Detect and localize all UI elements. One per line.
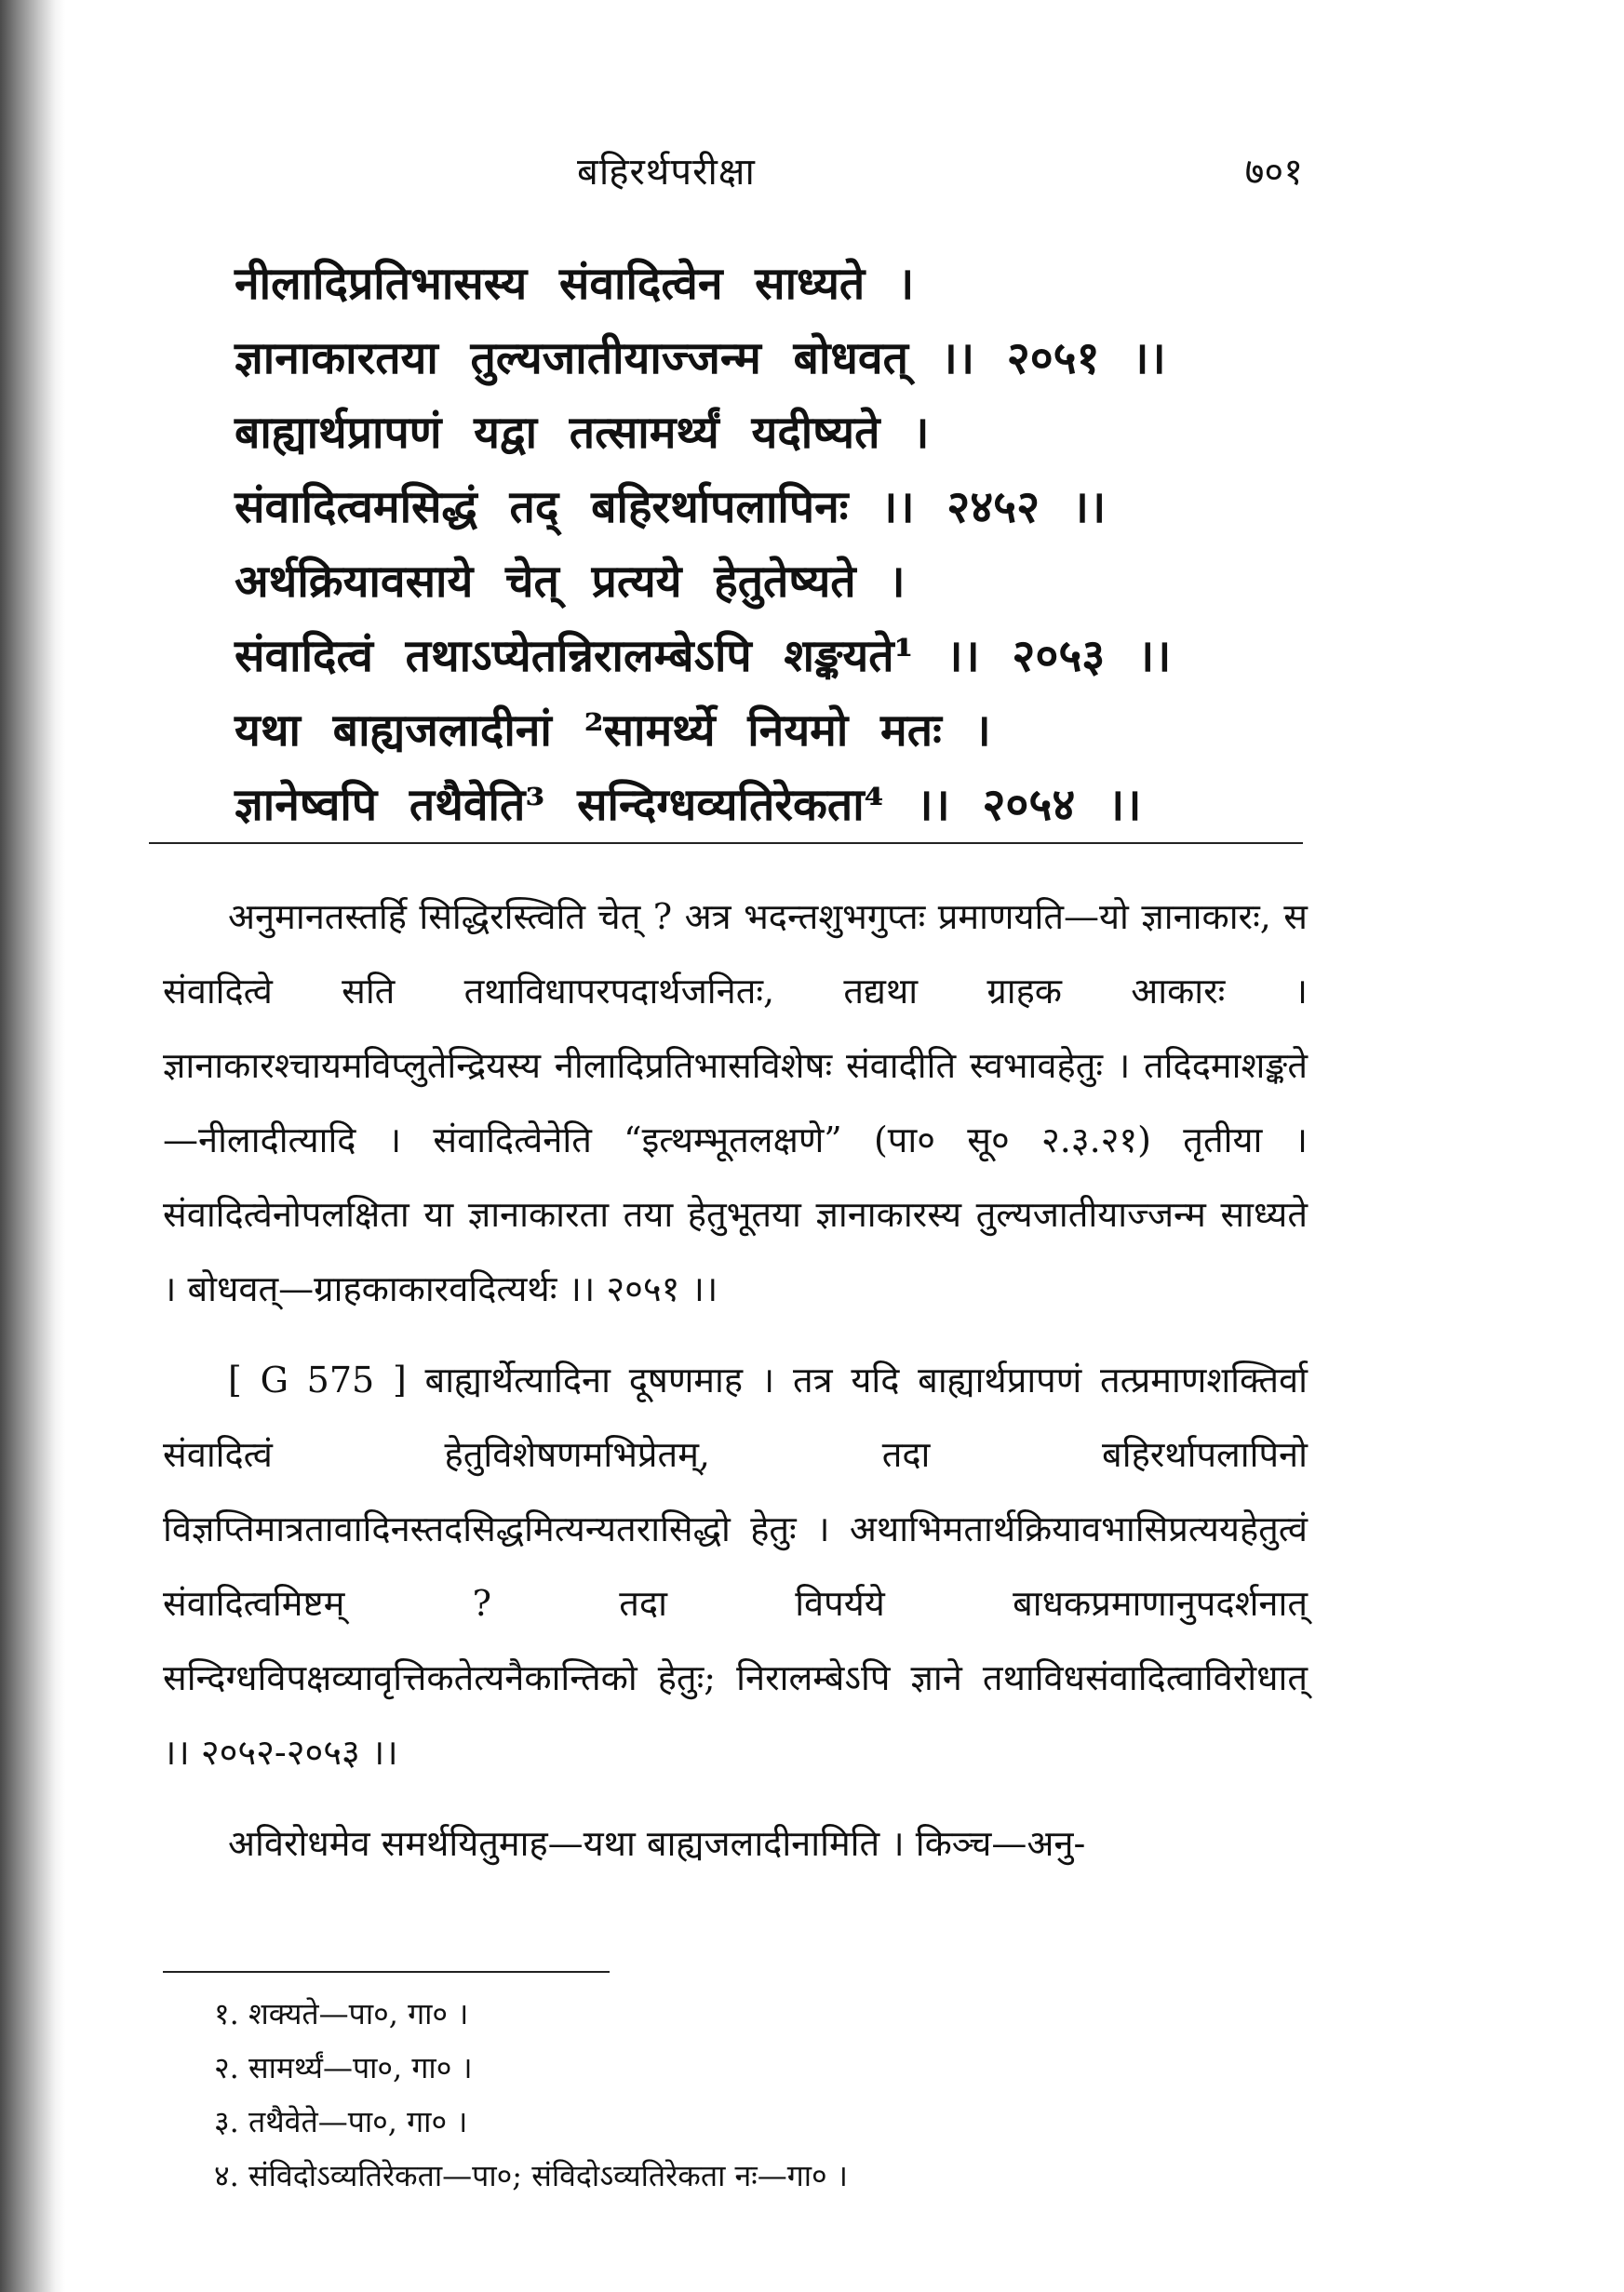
footnote-divider (163, 1971, 610, 1973)
page-header (577, 144, 1303, 209)
commentary-paragraph: अनुमानतस्तर्हि सिद्धिरस्त्विति चेत् ? अत्र भदन्तशुभगुप्तः प्रमाणयति—यो ज्ञानाकारः, स संवादित्वे सति तथाविधापरपदार्थजनितः, तद्यथा ग्राहक आकारः । ज्ञानाकारश्चायमविप्लुतेन्द्रियस्य नीलादिप्रतिभासविशेषः संवादीति स्वभावहेतुः । तदिदमाशङ्कते—नीलादीत्यादि । संवादित्वेनेति “इत्थम्भूतलक्षणे” (पा० सू० २.३.२१) तृतीया । संवादित्वेनोपलक्षिता या ज्ञानाकारता तया हेतुभूतया ज्ञानाकारस्य तुल्यजातीयाज्जन्म साध्यते । बोधवत्—ग्राहकाकारवदित्यर्थः ।। २०५१ ।। (163, 896, 1308, 1309)
commentary-block (163, 879, 1308, 1881)
verse-line: बाह्यार्थप्रापणं यद्वा तत्सामर्थ्यं यदीष्यते । (235, 407, 930, 459)
running-title: बहिरर्थपरीक्षा (577, 151, 756, 194)
verse-line: संवादित्वं तथाऽप्येतन्निरालम्बेऽपि शङ्कयते¹ ।। २०५३ ।। (235, 630, 1172, 682)
footnote: २. सामर्थ्यं—पा०, गा० । (214, 2050, 473, 2085)
verse-line: ज्ञानाकारतया तुल्यजातीयाज्जन्म बोधवत् ।। २०५१ ।। (235, 332, 1166, 384)
section-divider (149, 842, 1303, 844)
footnotes (214, 1987, 1256, 2203)
verse-line: अर्थक्रियावसाये चेत् प्रत्यये हेतुतेष्यते । (235, 556, 906, 608)
verse-line: यथा बाह्यजलादीनां ²सामर्थ्ये नियमो मतः । (235, 704, 991, 757)
verse-line: ज्ञानेष्वपि तथैवेति³ सन्दिग्धव्यतिरेकता⁴ ।। २०५४ ।। (235, 779, 1142, 831)
commentary-paragraph: अविरोधमेव समर्थयितुमाह—यथा बाह्यजलादीनामिति । किञ्च—अनु- (228, 1823, 1086, 1864)
commentary-paragraph: [ G 575 ] बाह्यार्थेत्यादिना दूषणमाह । तत्र यदि बाह्यार्थप्रापणं तत्प्रमाणशक्तिर्वा संवादित्वं हेतुविशेषणमभिप्रेतम्, तदा बहिरर्थापलापिनो विज्ञप्तिमात्रतावादिनस्तदसिद्धमित्यन्यतरासिद्धो हेतुः । अथाभिमतार्थक्रियावभासिप्रत्ययहेतुत्वं संवादित्वमिष्टम् ? तदा विपर्यये बाधकप्रमाणानुपदर्शनात् सन्दिग्धविपक्षव्यावृत्तिकतेत्यनैकान्तिको हेतुः; निरालम्बेऽपि ज्ञाने तथाविधसंवादित्वाविरोधात् ।। २०५२-२०५३ ।। (163, 1360, 1308, 1773)
footnote: १. शक्यते—पा०, गा० । (214, 1996, 469, 2031)
footnote: ३. तथैवेते—पा०, गा० । (214, 2104, 468, 2139)
verse-block (235, 247, 1305, 842)
page-number: ७०१ (1244, 151, 1303, 194)
footnote: ४. संविदोऽव्यतिरेकता—पा०; संविदोऽव्यतिरेकता नः—गा० । (214, 2158, 849, 2193)
scan-binding-edge (0, 0, 65, 2292)
verse-line: संवादित्वमसिद्धं तद् बहिरर्थापलापिनः ।। २४५२ ।। (235, 481, 1107, 533)
verse-line: नीलादिप्रतिभासस्य संवादित्वेन साध्यते । (235, 258, 915, 310)
